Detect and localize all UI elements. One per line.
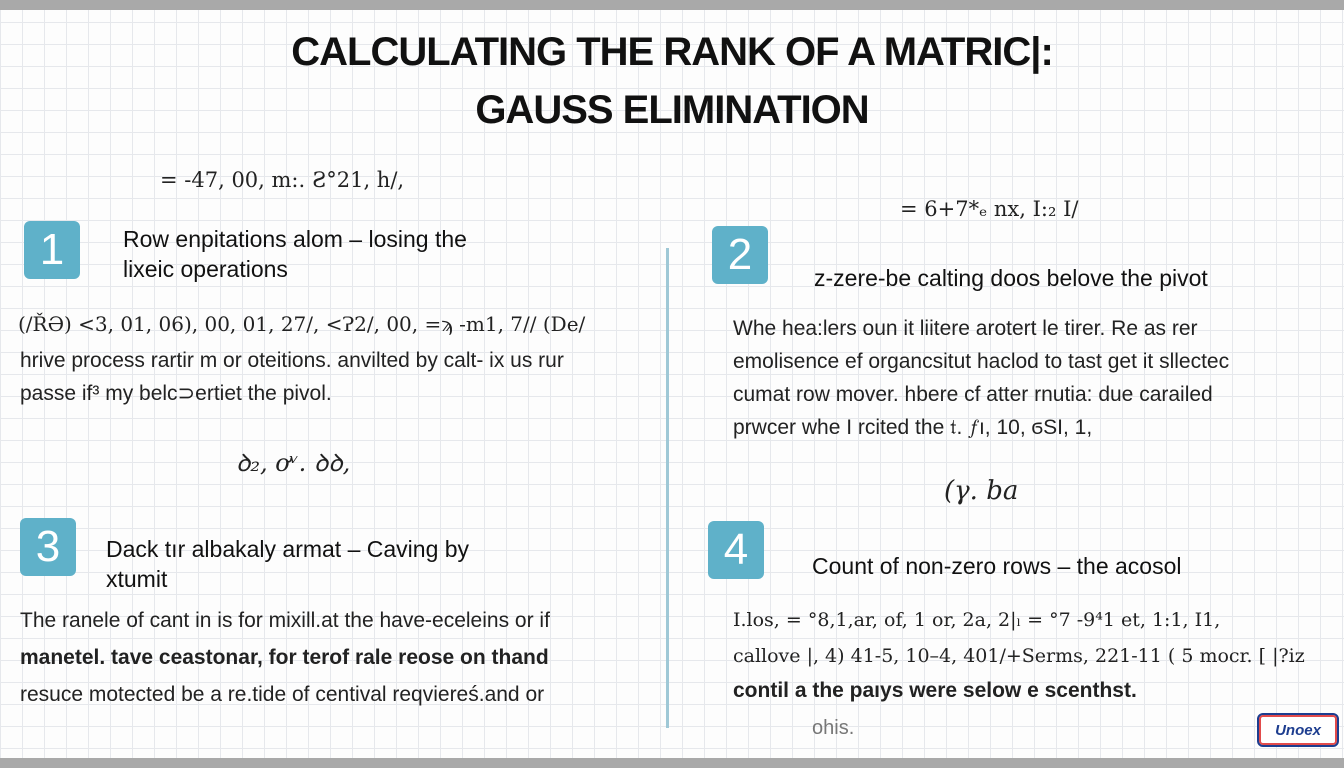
step-2-body-line-1: Whe hea:lers oun it liitere arotert le tirer. Re as rer	[733, 317, 1198, 340]
step-3-body-line-3: resuce motected be a re.tide of centival reqviereś.and or	[20, 683, 545, 706]
formula-top-left: = -47, 00, m:. Ƨ°21, h/,	[160, 168, 405, 192]
step-4-body-line-3: contil a the paıys were selow e scenthst.	[733, 679, 1137, 702]
page-title-line-2: GAUSS ELIMINATION	[475, 88, 869, 132]
step-4-number-badge: 4	[708, 521, 764, 579]
formula-top-right: = 6+7*ₑ nx, I:₂ I/	[900, 197, 1079, 221]
step-2-heading	[814, 263, 1208, 293]
step-3-number-badge: 3	[20, 518, 76, 576]
bottom-frame-bar	[0, 758, 1344, 768]
step-2-heading-line-1: z-zere-be calting doos belove the pivot	[814, 265, 1208, 291]
step-1-body	[20, 344, 564, 410]
step-4-body-line-2: callove |, 4) 41-5, 10–4, 401/+Serms, 221-11 ( 5 mocr. [ |?iz	[733, 645, 1305, 667]
column-divider	[666, 248, 669, 728]
step-1-symbol: ꝺ₂, ơᵛ. ꝺꝺ,	[236, 449, 351, 477]
step-4-body-line-1: I.los, = °8,1,ar, of, 1 or, 2a, 2|ₗ = °7 -9⁴1 et, 1:1, I1,	[733, 609, 1221, 631]
step-1-body-line-2: passe if³ my belc⊃ertiet the pivol.	[20, 382, 332, 405]
top-frame-bar	[0, 0, 1344, 10]
step-2-symbol: (𝛾. 𝑏a	[944, 476, 1019, 506]
step-2-body-line-3: cumat row mover. hbere cf atter rnutia: due carailed	[733, 383, 1213, 406]
step-1-heading-line-2: lixeic operations	[123, 256, 288, 282]
step-1-number-badge: 1	[24, 221, 80, 279]
step-1-body-line-1: hrive process rartir m or oteitions. anvilted by calt- ix us rur	[20, 349, 564, 372]
step-1-heading	[123, 224, 467, 284]
step-3-heading-line-1: Dack tır albakaly armat – Caving by	[106, 536, 470, 562]
step-4-body	[733, 602, 1305, 708]
step-2-body	[733, 312, 1229, 444]
step-3-body-line-2: manetel. tave ceastonar, for terof rale reose on thand	[20, 646, 549, 669]
step-3-heading-line-2: xtumit	[106, 566, 168, 592]
step-3-body	[20, 602, 550, 713]
brand-logo: Unoex	[1257, 713, 1339, 747]
step-1-heading-line-1: Row enpitations alom – losing the	[123, 226, 467, 252]
step-4-body-line-4: ohis.	[812, 717, 855, 739]
step-2-number-badge: 2	[712, 226, 768, 284]
step-4-heading	[812, 551, 1181, 581]
step-3-body-line-1: The ranele of cant in is for mixill.at the have-eceleins or if	[20, 609, 550, 632]
page-title-line-1: CALCULATING THE RANK OF A MATRIC|:	[291, 30, 1053, 74]
step-2-body-line-4: prwcer whe I rcited the 𝔱. 𝑓ı, 10, ϭSI, 1,	[733, 416, 1093, 439]
step-1-formula: (/ŘƏ) <3, 01, 06), 00, 01, 27/, <Ɂ2/, 00, =ϡ -m1, 7// (De/	[18, 312, 586, 336]
step-2-body-line-2: emolisence ef organcsitut haclod to tast get it sllectec	[733, 350, 1230, 373]
step-3-heading	[106, 534, 469, 594]
step-4-heading-line-1: Count of non-zero rows – the acosol	[812, 553, 1182, 579]
